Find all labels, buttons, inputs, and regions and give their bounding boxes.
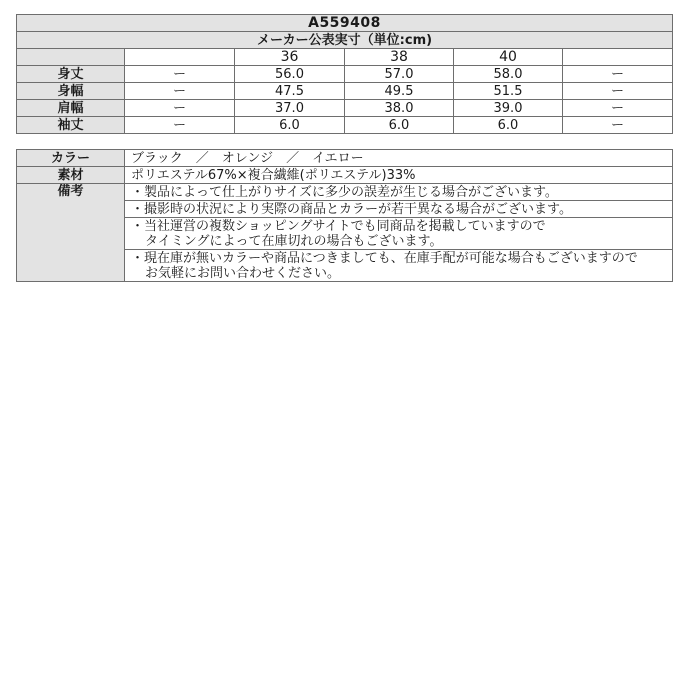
measurement-cell: 38.0 — [345, 100, 454, 117]
measurement-cell: ー — [563, 117, 673, 134]
measurement-cell: ー — [563, 83, 673, 100]
measurement-cell: 39.0 — [454, 100, 563, 117]
row-label: 袖丈 — [17, 117, 125, 134]
remarks-note-text: ・撮影時の状況により実際の商品とカラーが若干異なる場合がございます。 — [131, 201, 572, 217]
size-header-corner — [17, 49, 125, 66]
measurement-cell: 6.0 — [454, 117, 563, 134]
remarks-note — [125, 250, 673, 282]
size-chart-table — [16, 14, 673, 134]
measurement-cell: 6.0 — [235, 117, 345, 134]
measurement-cell: 51.5 — [454, 83, 563, 100]
product-code-row — [17, 15, 673, 32]
material-value: ポリエステル67%×複合繊維(ポリエステル)33% — [125, 167, 673, 184]
remarks-note-text: ・現在庫が無いカラーや商品につきましても、在庫手配が可能な場合もございますので — [131, 250, 638, 266]
size-header: 36 — [235, 49, 345, 66]
size-chart-subtitle: メーカー公表実寸（単位:cm) — [17, 32, 673, 49]
measurement-cell: 47.5 — [235, 83, 345, 100]
remarks-note — [125, 184, 673, 201]
measurement-cell: ー — [125, 117, 235, 134]
size-header: 40 — [454, 49, 563, 66]
measurement-cell: 56.0 — [235, 66, 345, 83]
table-row — [17, 100, 673, 117]
remarks-label: 備考 — [17, 184, 125, 282]
size-chart-subtitle-row — [17, 32, 673, 49]
table-row — [17, 83, 673, 100]
measurement-cell: 58.0 — [454, 66, 563, 83]
remarks-row — [17, 184, 673, 201]
measurement-cell: ー — [563, 66, 673, 83]
measurement-cell: 57.0 — [345, 66, 454, 83]
remarks-note-text: お気軽にお問い合わせください。 — [145, 265, 341, 281]
product-code: A559408 — [17, 15, 673, 32]
row-label: 身幅 — [17, 83, 125, 100]
size-header-row — [17, 49, 673, 66]
remarks-note-text: ・当社運営の複数ショッピングサイトでも同商品を掲載していますので — [131, 218, 546, 234]
size-header: 38 — [345, 49, 454, 66]
measurement-cell: 6.0 — [345, 117, 454, 134]
measurement-cell: ー — [563, 100, 673, 117]
row-label: 身丈 — [17, 66, 125, 83]
measurement-cell: ー — [125, 100, 235, 117]
remarks-note — [125, 201, 673, 218]
remarks-note-text: タイミングによって在庫切れの場合もございます。 — [145, 233, 443, 249]
measurement-cell: 49.5 — [345, 83, 454, 100]
color-row — [17, 150, 673, 167]
size-header — [125, 49, 235, 66]
material-label: 素材 — [17, 167, 125, 184]
color-value: ブラック ／ オレンジ ／ イエロー — [125, 150, 673, 167]
table-row — [17, 66, 673, 83]
product-info-table — [16, 149, 673, 282]
measurement-cell: ー — [125, 83, 235, 100]
size-header — [563, 49, 673, 66]
material-row — [17, 167, 673, 184]
measurement-cell: 37.0 — [235, 100, 345, 117]
color-label: カラー — [17, 150, 125, 167]
table-row — [17, 117, 673, 134]
remarks-note-text: ・製品によって仕上がりサイズに多少の誤差が生じる場合がございます。 — [131, 184, 558, 200]
measurement-cell: ー — [125, 66, 235, 83]
row-label: 肩幅 — [17, 100, 125, 117]
remarks-note — [125, 218, 673, 250]
